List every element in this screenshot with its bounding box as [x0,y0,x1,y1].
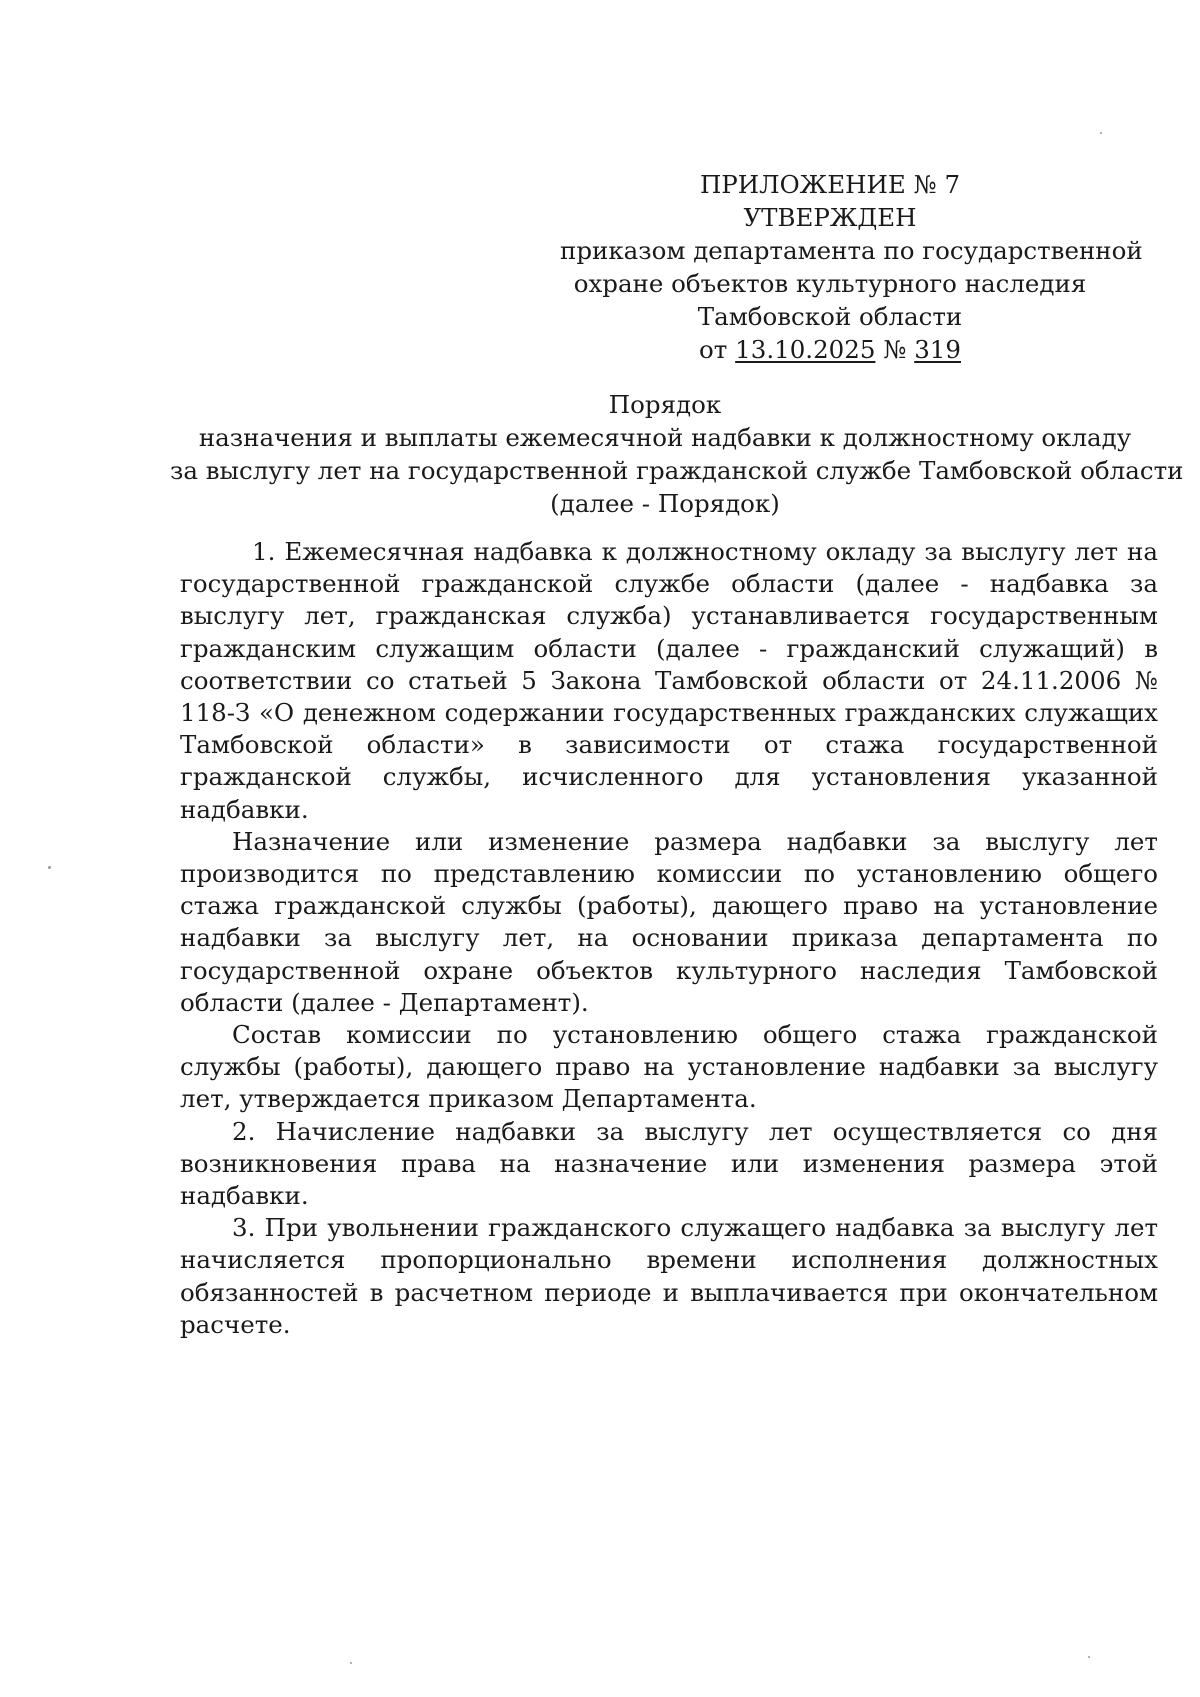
scan-speck [350,1662,352,1664]
order-date: 13.10.2025 [735,335,876,364]
paragraph-3: Состав комиссии по установлению общего стажа гражданской службы (работы), дающего право на установление надбавки за выслугу лет, утверждается приказом Департамента. [180,1020,1158,1114]
title-line-3: (далее - Порядок) [550,489,780,518]
appendix-label: ПРИЛОЖЕНИЕ № 7 [699,170,961,199]
order-line-2: охране объектов культурного наследия [573,269,1087,298]
approval-block [560,168,1143,366]
scan-speck [48,866,51,869]
order-line-3: Тамбовской области [697,302,963,331]
document-body [180,536,1158,1341]
paragraph-1: 1. Ежемесячная надбавка к должностному окладу за выслугу лет на государственной гражданской службе области (далее - надбавка за выслугу лет, гражданская служба) устанавливается государственным гражданским служащим области (далее - гражданский служащий) в соответствии со статьей 5 Закона Тамбовской области от 24.11.2006 № 118-З «О денежном содержании государственных гражданских служащих Тамбовской области» в зависимости от стажа государственной гражданской службы, исчисленного для установления указанной надбавки. [180,537,1158,824]
title-heading: Порядок [608,390,722,419]
document-title [170,388,1184,520]
order-number: 319 [914,335,961,364]
title-line-2: за выслугу лет на государственной гражданской службе Тамбовской области [170,456,1184,485]
scan-speck [1088,1656,1090,1658]
paragraph-5: 3. При увольнении гражданского служащего надбавка за выслугу лет начисляется пропорционально времени исполнения должностных обязанностей в расчетном периоде и выплачивается при окончательном расчете. [180,1213,1158,1339]
approved-label: УТВЕРЖДЕН [743,203,917,232]
order-date-line [560,333,1100,366]
scan-speck [1100,132,1102,134]
paragraph-2: Назначение или изменение размера надбавки за выслугу лет производится по представлению комиссии по установлению общего стажа гражданской службы (работы), дающего право на установление надбавки за выслугу лет, на основании приказа департамента по государственной охране объектов культурного наследия Тамбовской области (далее - Департамент). [180,826,1158,1017]
date-prefix: от [699,335,728,364]
paragraph-4: 2. Начисление надбавки за выслугу лет осуществляется со дня возникновения права на назначение или изменения размера этой надбавки. [180,1116,1158,1211]
title-line-1: назначения и выплаты ежемесячной надбавки к должностному окладу [198,423,1132,452]
number-sign: № [883,335,907,364]
order-line-1: приказом департамента по государственной [560,236,1143,265]
